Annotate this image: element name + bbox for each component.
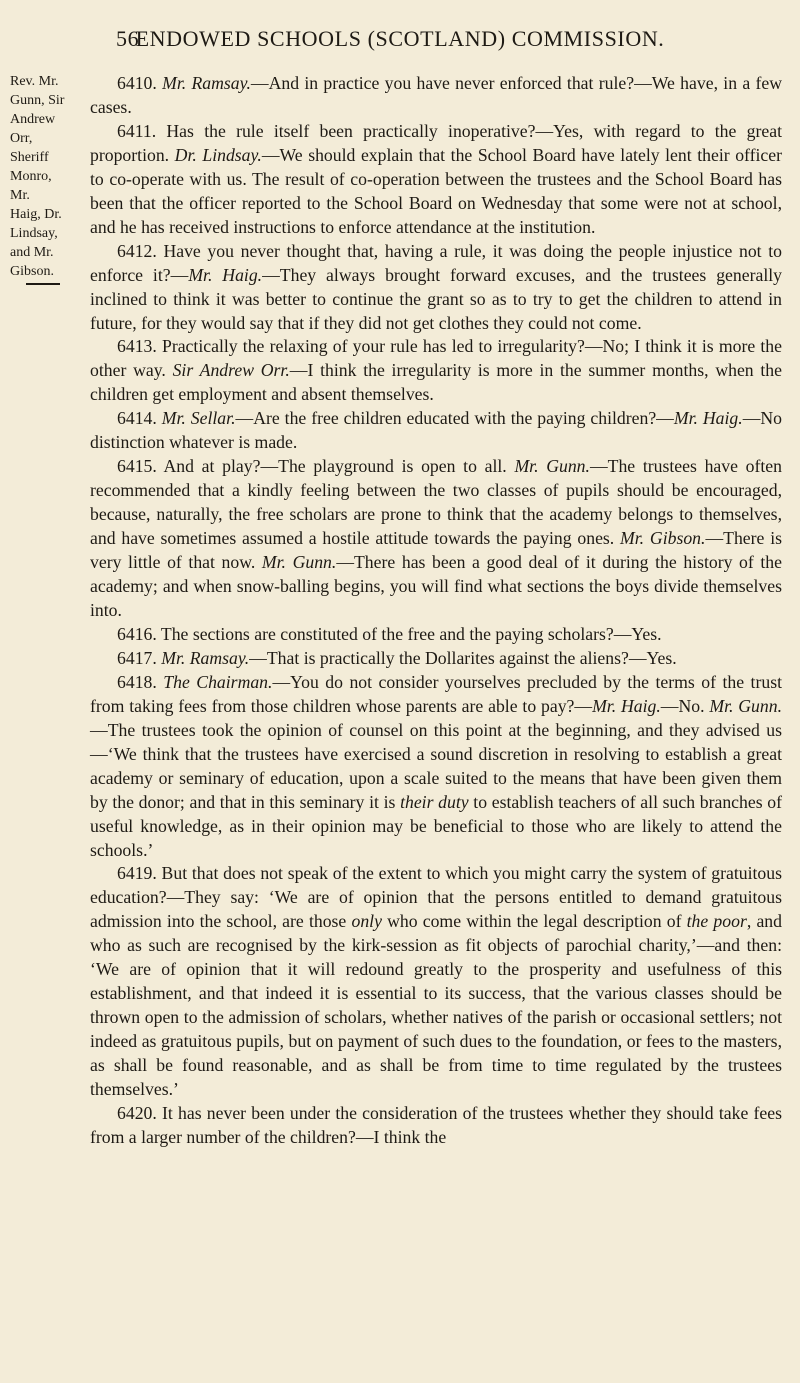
paragraph [90, 407, 782, 455]
text-run: 6410. [117, 73, 163, 93]
speaker-italic: Mr. Ramsay. [161, 647, 250, 668]
text-run: —I think the irregularity is more in the summer months, when the children get employment and absent themselves. [90, 360, 782, 405]
speaker-italic: Mr. Gunn. [514, 456, 590, 477]
paragraph [90, 120, 782, 240]
margin-note [10, 72, 72, 285]
text-run: —There is very little of that now. [90, 528, 782, 573]
body-text [90, 72, 782, 1150]
speaker-italic: Mr. Haig. [188, 264, 263, 285]
text-run: —Are the free children educated with the paying children?— [235, 408, 674, 429]
paragraph [90, 335, 782, 407]
page-number: 56 [116, 26, 140, 51]
speaker-italic: Mr. Sellar. [161, 408, 236, 429]
text-run: , and who as such are recognised by the kirk-session as fit objects of parochial charity,’—and then: ‘We are of opinion that it will redound greatly to the prosperity and usefulness of this establishment, and that indeed it is essential to its success, that the various classes should be thrown open to the admission of scholars, whether natives of the parish or occasional settlers; not indeed as gratuitous pupils, but on payment of such dues to the foundation, or fees to the masters, as shall be found reasonable, and as shall be from time to time regulated by the trustees themselves.’ [90, 911, 782, 1100]
margin-note-line: Orr, Sheriff [10, 131, 49, 165]
speaker-italic: Mr. Haig. [673, 408, 743, 429]
speaker-italic: Sir Andrew Orr. [172, 360, 290, 381]
text-run: 6414. [117, 408, 162, 429]
speaker-italic: their duty [400, 791, 469, 812]
text-run: —There has been a good deal of it during the history of the academy; and when snow-balling begins, you will find what sections the boys divide themselves into. [90, 552, 783, 620]
running-title: ENDOWED SCHOOLS (SCOTLAND) COMMISSION. [135, 26, 665, 51]
text-run: 6411. Has the rule itself been practically inoperative?—Yes, with regard to the great proportion. [90, 120, 782, 165]
text-run: —You do not consider yourselves precluded by the terms of the trust from taking fees from those children whose parents are able to pay?— [90, 671, 783, 716]
margin-note-line: Andrew [10, 112, 56, 127]
text-run: who come within the legal description of [381, 911, 687, 932]
paragraph [90, 647, 782, 671]
text-run: —And in practice you have never enforced that rule?—We have, in a few cases. [90, 73, 782, 117]
speaker-italic: Mr. Ramsay. [162, 73, 251, 93]
speaker-italic: Mr. Gunn. [261, 552, 337, 573]
margin-rule [26, 283, 60, 285]
page-header [0, 26, 800, 52]
text-run: 6418. [117, 671, 164, 692]
margin-note-line: Lindsay, [10, 226, 58, 241]
margin-note-line: Gunn, Sir [10, 93, 65, 108]
text-run: 6412. Have you never thought that, having a rule, it was doing the people injustice not to enforce it?— [90, 240, 782, 285]
paragraph [90, 1102, 782, 1150]
text-run: 6416. The sections are constituted of the free and the paying scholars?—Yes. [117, 623, 662, 644]
text-run: —The trustees have often recommended that a kindly feeling between the two classes of pupils should be encouraged, because, naturally, the free scholars are prone to think that the academy belongs to themselves, and have sometimes assumed a hostile attitude towards the paying ones. [90, 456, 782, 549]
speaker-italic: the poor [686, 911, 747, 932]
paragraph [90, 862, 782, 1102]
paragraph [90, 240, 782, 336]
text-run: —No. [660, 695, 710, 716]
margin-note-line: and Mr. [10, 245, 54, 260]
paragraph [90, 72, 782, 120]
margin-note-line: Gibson. [10, 264, 54, 279]
paragraph [90, 671, 782, 863]
speaker-italic: Mr. Gunn. [709, 695, 782, 716]
text-run: 6413. Practically the relaxing of your rule has led to irregularity?—No; I think it is more the other way. [90, 336, 782, 381]
text-run: to establish teachers of all such branches of useful knowledge, as in their opinion may be beneficial to those who are likely to attend the schools.’ [90, 791, 783, 860]
margin-note-line: Monro, Mr. [10, 169, 52, 203]
margin-note-line: Haig, Dr. [10, 207, 62, 222]
text-run: —They always brought forward excuses, and the trustees generally inclined to think it was better to continue the grant so as to try to get the children to attend in future, for they would say that if they did not get clothes they could not come. [90, 264, 783, 333]
text-run: —No distinction whatever is made. [90, 408, 783, 453]
text-run: —That is practically the Dollarites against the aliens?—Yes. [249, 647, 677, 668]
text-run: 6420. It has never been under the consideration of the trustees whether they should take fees from a larger number of the children?—I think the [90, 1102, 782, 1147]
text-run: —The trustees took the opinion of counsel on this point at the beginning, and they advised us—‘We think that the trustees have exercised a sound discretion in resolving to establish a great academy or seminary of education, upon a scale suited to the means that have been given them by the donor; and that in this seminary it is [90, 719, 782, 812]
paragraph [90, 623, 782, 647]
text-run: 6415. And at play?—The playground is open to all. [117, 456, 515, 477]
text-run: 6417. [117, 647, 162, 668]
text-run: —We should explain that the School Board have lately lent their officer to co-operate with us. The result of co-operation between the trustees and the School Board has been that the officer reported to the School Board on Wednesday that some were not at school, and he has received instructions to enforce attendance at the institution. [90, 144, 783, 237]
speaker-italic: Mr. Haig. [592, 695, 661, 716]
speaker-italic: only [351, 911, 382, 932]
text-run: 6419. But that does not speak of the extent to which you might carry the system of gratuitous education?—They say: ‘We are of opinion that the persons entitled to demand gratuitous admission into the school, are those [90, 863, 782, 932]
speaker-italic: Dr. Lindsay. [174, 144, 262, 165]
speaker-italic: Mr. Gibson. [620, 528, 706, 549]
margin-note-line: Rev. Mr. [10, 74, 59, 89]
paragraph [90, 455, 782, 623]
speaker-italic: The Chairman. [163, 671, 273, 692]
